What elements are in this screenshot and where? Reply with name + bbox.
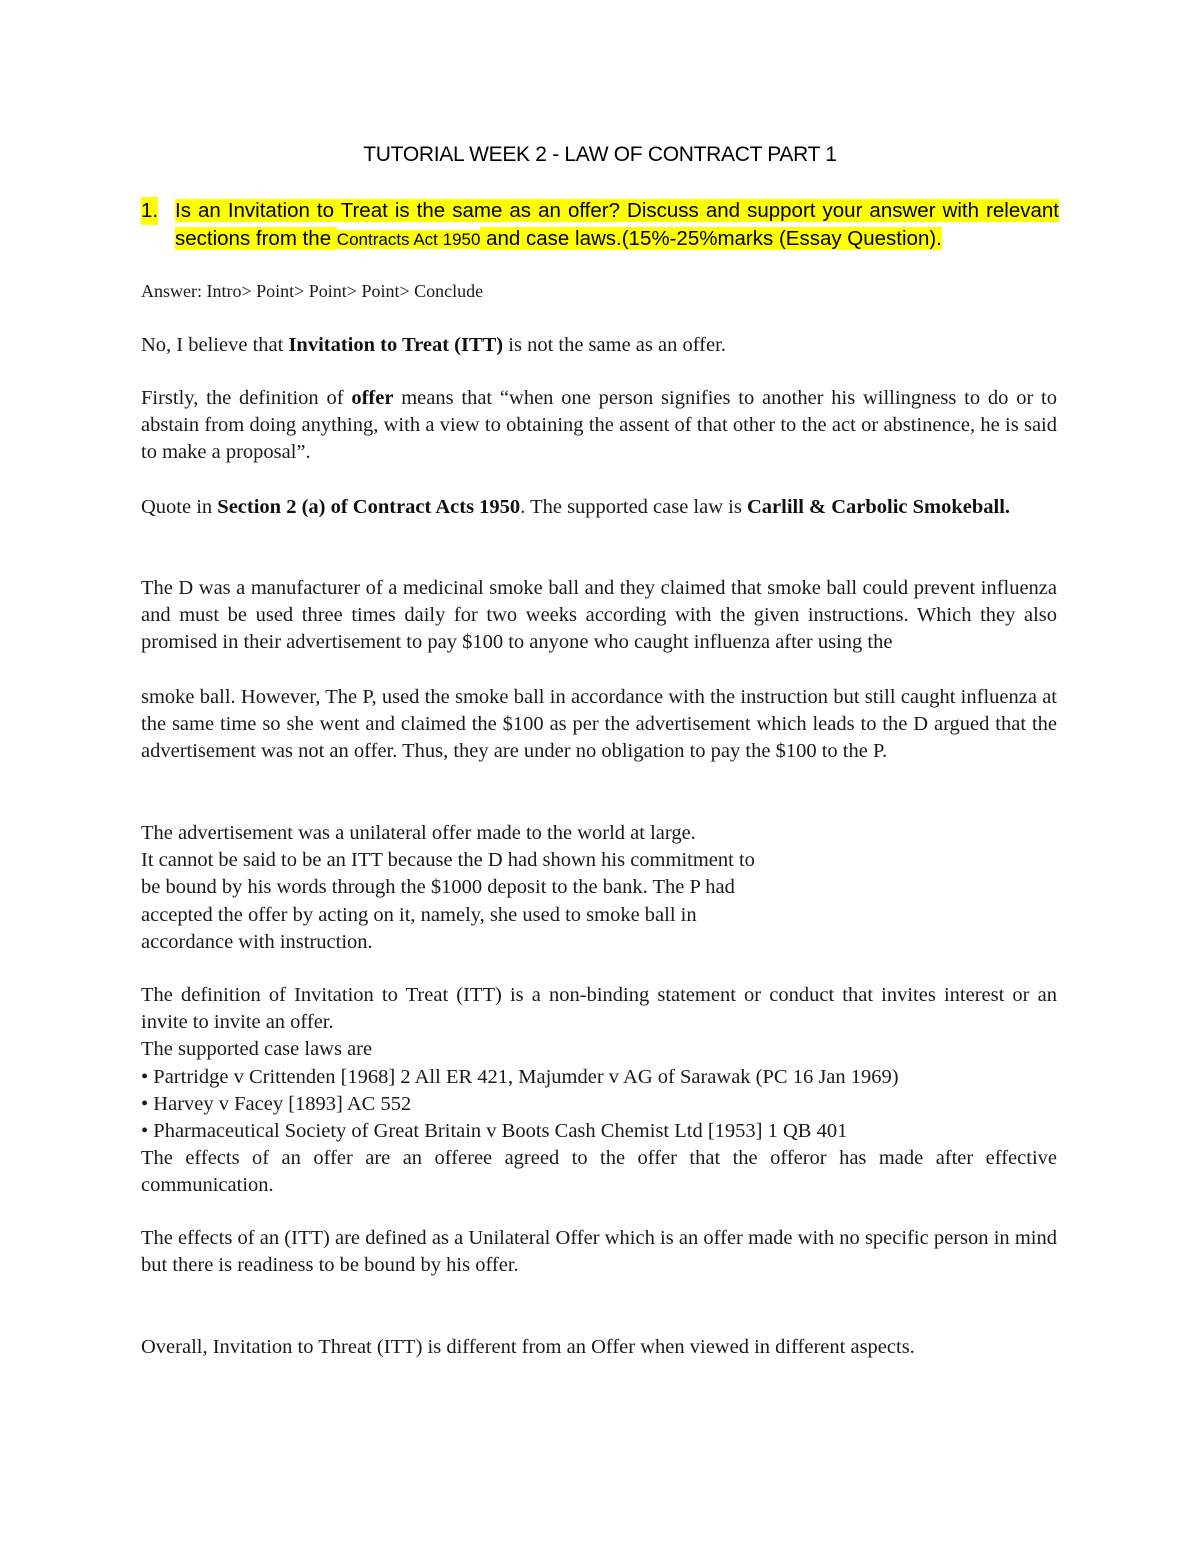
paragraph-itt-definition <box>141 982 1057 1200</box>
case-name-bold: Carlill & Carbolic Smokeball. <box>746 496 1011 518</box>
offer-def-text-c: means that “when one person signifies to another his willingness to do or to abstain from doing anything, with a view to obtaining the assent of that other to the act or abstinence, he is said to make a proposal”. <box>141 387 1058 464</box>
thesis-text-a: No, I believe that <box>141 334 289 356</box>
answer-structure: Answer: Intro> Point> Point> Point> Conclude <box>141 281 484 301</box>
section-quote-text-c: . The supported case law is <box>520 496 747 518</box>
unilateral-line: be bound by his words through the $1000 deposit to the bank. The P had <box>141 876 735 899</box>
question-number: 1. <box>141 197 158 225</box>
effects-of-offer-text: The effects of an offer are an offeree agreed to the offer that the offeror has made after effective communication. <box>141 1147 1057 1197</box>
paragraph-case-facts-1: The D was a manufacturer of a medicinal smoke ball and they claimed that smoke ball could prevent influenza and must be used three times daily for two weeks according with the given instructions. Which they also promised in their advertisement to pay $100 to anyone who caught influenza after using the <box>141 577 1057 654</box>
case-law-item: • Harvey v Facey [1893] AC 552 <box>141 1092 412 1115</box>
thesis-term-bold: Invitation to Treat (ITT) <box>288 334 504 356</box>
offer-def-term-bold: offer <box>351 387 394 409</box>
case-law-item: • Pharmaceutical Society of Great Britain v Boots Cash Chemist Ltd [1953] 1 QB 401 <box>141 1120 848 1143</box>
unilateral-line: accordance with instruction. <box>141 930 373 953</box>
question-text <box>175 197 1059 254</box>
question-block <box>141 197 1059 254</box>
question-text-part-a: Is an Invitation to Treat is the same as an offer? Discuss and support your answer with relevant sections from the <box>175 199 1059 250</box>
case-law-item: • Partridge v Crittenden [1968] 2 All ER 421, Majumder v AG of Sarawak (PC 16 Jan 1969) <box>141 1065 899 1088</box>
paragraph-itt-effects: The effects of an (ITT) are defined as a Unilateral Offer which is an offer made with no specific person in mind but there is readiness to be bound by his offer. <box>141 1227 1057 1277</box>
paragraph-section-quote <box>141 494 1057 521</box>
section-quote-text-a: Quote in <box>141 496 218 518</box>
paragraph-unilateral-offer <box>141 820 1057 956</box>
section-reference-bold: Section 2 (a) of Contract Acts 1950 <box>217 496 521 518</box>
paragraph-conclusion: Overall, Invitation to Threat (ITT) is different from an Offer when viewed in different aspects. <box>141 1336 915 1358</box>
offer-def-text-a: Firstly, the definition of <box>141 387 352 409</box>
paragraph-thesis <box>141 332 1057 359</box>
case-laws-intro: The supported case laws are <box>141 1038 373 1061</box>
itt-definition-text: The definition of Invitation to Treat (ITT) is a non-binding statement or conduct that invites interest or an invite to invite an offer. <box>141 984 1057 1034</box>
thesis-text-c: is not the same as an offer. <box>503 334 726 356</box>
unilateral-line: It cannot be said to be an ITT because the D had shown his commitment to <box>141 849 755 872</box>
question-text-part-b: and case laws.(15%-25%marks (Essay Question). <box>480 227 942 250</box>
unilateral-line: accepted the offer by acting on it, namely, she used to smoke ball in <box>141 903 697 926</box>
unilateral-line: The advertisement was a unilateral offer made to the world at large. <box>141 822 696 844</box>
paragraph-offer-definition <box>141 385 1057 467</box>
paragraph-case-facts-2: smoke ball. However, The P, used the smoke ball in accordance with the instruction but still caught influenza at the same time so she went and claimed the $100 as per the advertisement which leads to the D argued that the advertisement was not an offer. Thus, they are under no obligation to pay the $100 to the P. <box>141 686 1057 763</box>
question-act-name: Contracts Act 1950 <box>336 230 481 249</box>
page-title: TUTORIAL WEEK 2 - LAW OF CONTRACT PART 1 <box>363 143 837 166</box>
